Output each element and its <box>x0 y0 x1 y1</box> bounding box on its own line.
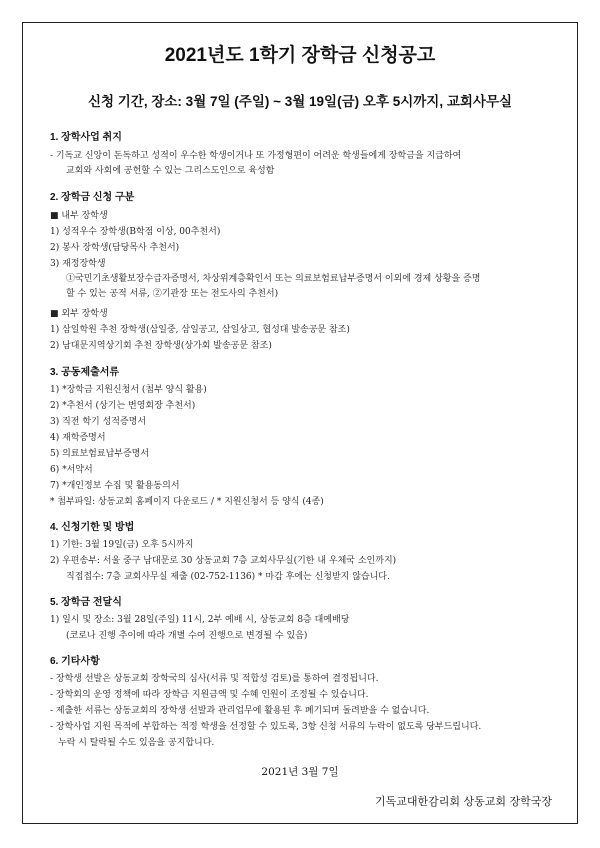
page-title: 2021년도 1학기 장학금 신청공고 <box>164 45 436 66</box>
section-heading-categories: 2. 장학금 신청 구분 <box>50 192 135 203</box>
application-period: 신청 기간, 장소: 3월 7일 (주일) ~ 3월 19일(금) 오후 5시까지, 교회사무실 <box>87 94 513 109</box>
section-line: 3) 재정장학생 <box>50 259 106 269</box>
section-line: 4) 재학증명서 <box>50 433 106 443</box>
section-line: 1) 성적우수 장학생(B학점 이상, 00추천서) <box>50 227 221 237</box>
section-line: ■ 외부 장학생 <box>50 309 108 319</box>
section-line: ■ 내부 장학생 <box>50 211 108 221</box>
section-line: - 장학회의 운영 정책에 따라 장학금 지원금액 및 수혜 인원이 조정될 수 있습니다. <box>50 690 369 700</box>
section-line: 2) *추천서 (상기는 번영회장 추천서) <box>50 401 196 411</box>
section-line: (코로나 진행 추이에 따라 개별 수여 진행으로 변경될 수 있음) <box>66 631 308 641</box>
section-line: 1) *장학금 지원신청서 (첨부 양식 활용) <box>50 385 207 395</box>
section-line: 1) 일시 및 장소: 3월 28일(주일) 11시, 2부 예배 시, 상동교회 8층 대예배당 <box>50 615 350 625</box>
section-line: 2) 우편송부: 서울 중구 남대문로 30 상동교회 7층 교회사무실(기한 내 우체국 소인까지) <box>50 556 397 566</box>
section-heading-ceremony: 5. 장학금 전달식 <box>50 597 122 608</box>
section-line: ①국민기초생활보장수급자증명서, 차상위계층확인서 또는 의료보험료납부증명서 이외에 경제 상황을 증명 <box>66 274 481 284</box>
section-heading-other: 6. 기타사항 <box>50 656 100 667</box>
section-line: 1) 기한: 3월 19일(금) 오후 5시까지 <box>50 540 194 550</box>
section-line: 1) 삼일학원 추천 장학생(삼일중, 삼일공고, 삼일상고, 협성대 발송공문 참조) <box>50 325 350 335</box>
section-line: 3) 직전 학기 성적증명서 <box>50 417 147 427</box>
section-line: - 제출한 서류는 상동교회의 장학생 선발과 관리업무에 활용된 후 폐기되며 돌려받을 수 없습니다. <box>50 706 430 716</box>
announcement-date: 2021년 3월 7일 <box>261 766 339 778</box>
section-line: 누락 시 탈락될 수도 있음을 공지합니다. <box>58 738 215 748</box>
section-line: 교회와 사회에 공헌할 수 있는 그리스도인으로 육성함 <box>66 166 275 176</box>
section-heading-purpose: 1. 장학사업 취지 <box>50 132 122 143</box>
section-line: - 기독교 신앙이 돈독하고 성적이 우수한 학생이거나 또 가정형편이 어려운 학생들에게 장학금을 지급하여 <box>50 151 462 161</box>
section-heading-documents: 3. 공동제출서류 <box>50 367 120 378</box>
section-line: 직접접수: 7층 교회사무실 제출 (02-752-1136) * 마감 후에는 신청받지 않습니다. <box>66 572 390 582</box>
signature: 기독교대한감리회 상동교회 장학국장 <box>374 795 552 808</box>
section-line: * 첨부파일: 상동교회 홈페이지 다운로드 / * 지원신청서 등 양식 (4종) <box>50 497 324 507</box>
section-line: 할 수 있는 공적 서류, ②기관장 또는 전도사의 추천서) <box>66 289 279 299</box>
section-line: 2) 봉사 장학생(담당목사 추천서) <box>50 243 180 253</box>
section-heading-deadline: 4. 신청기한 및 방법 <box>50 522 135 533</box>
section-line: 2) 남대문지역상기회 추천 장학생(상가회 발송공문 참조) <box>50 341 272 351</box>
section-line: 7) *개인정보 수집 및 활용동의서 <box>50 481 180 491</box>
section-line: 6) *서약서 <box>50 465 93 475</box>
section-line: - 장학사업 지원 목적에 부합하는 적정 학생을 선정할 수 있도록, 3항 신청 서류의 누락이 없도록 당부드립니다. <box>50 722 482 732</box>
section-line: - 장학생 선발은 상동교회 장학국의 심사(서류 및 적합성 검토)를 통하여 결정됩니다. <box>50 674 379 684</box>
section-line: 5) 의료보험료납부증명서 <box>50 449 150 459</box>
